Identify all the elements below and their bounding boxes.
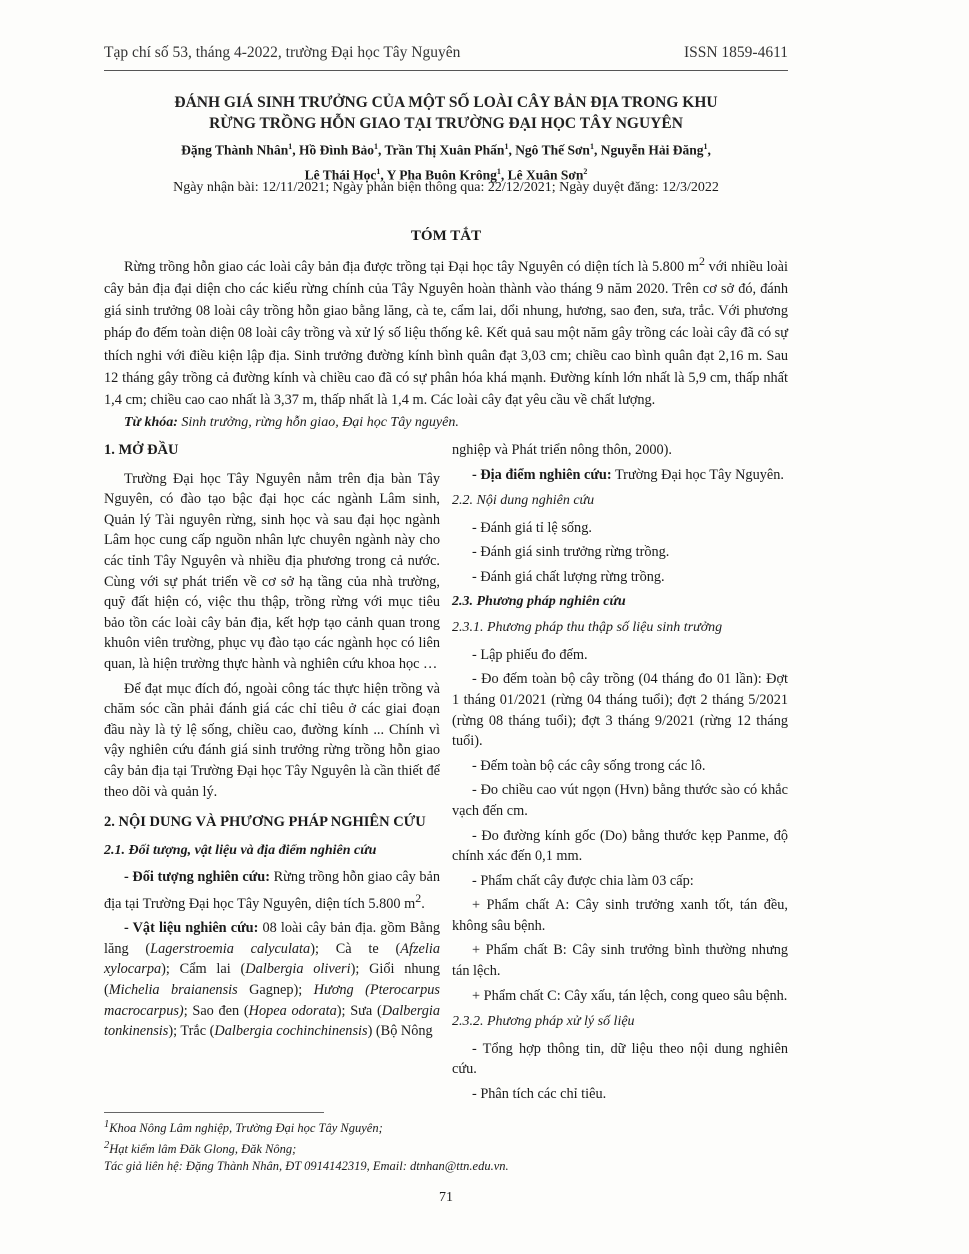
footnote: $^1$Khoa Nông Lâm nghiệp, Trường Đại học Tây Nguyên; [104,1119,383,1136]
author: Đặng Thành Nhân [181,142,289,158]
paragraph: - Đo chiều cao vút ngọn (Hvn) bằng thước sào có khắc vạch đến cm. [452,782,788,819]
keywords [124,415,788,431]
list-item: - Phẩm chất cây được chia làm 03 cấp: [472,872,694,889]
subsection-heading: 2.1. Đối tượng, vật liệu và địa điểm nghiên cứu [104,842,377,858]
keywords-label: Từ khóa: [124,415,178,430]
author-list: Đặng Thành Nhân$^1$, Hồ Đình Bảo$^1$, Trần Thị Xuân Phấn$^1$, Ngô Thế Sơn$^1$, Nguyễn Hải Đăng$^1$, Lê Thái Học$^1$, Y Pha Buôn Krông$^1$, Lê Xuân Sơn$^2$ [181,142,711,182]
paragraph: - Vật liệu nghiên cứu: 08 loài cây bản địa. gồm Bằng lăng (Lagerstroemia calyculata); Cà te (Afzelia xylocarpa); Cẩm lai (Dalbergia oliveri); Giổi nhung (Michelia braianensis Gagnep); Hương (Pterocarpus macrocarpus); Sao đen (Hopea odorata); Sưa (Dalbergia tonkinensis); Trắc (Dalbergia cochinchinensis) (Bộ Nông [104,920,440,1040]
paragraph: nghiệp và Phát triển nông thôn, 2000). [452,442,672,458]
paragraph: + Phẩm chất C: Cây xấu, tán lệch, cong queo sâu bệnh. [472,987,788,1004]
keywords-text: Sinh trưởng, rừng hỗn giao, Đại học Tây nguyên. [177,415,459,430]
footnote: Tác giả liên hệ: Đặng Thành Nhân, ĐT 0914142319, Email: dtnhan@ttn.edu.vn. [104,1159,509,1174]
page-number: 71 [439,1190,453,1205]
footnote-divider [104,1112,324,1113]
paragraph: Để đạt mục đích đó, ngoài công tác thực hiện trồng và chăm sóc cần phải đánh giá các chỉ tiêu ở các giai đoạn đầu này là tỷ lệ sống, chiều cao, đường kính ... Chính vì vậy nghiên cứu đánh giá sinh trưởng rừng trồng hỗn giao cây bản địa tại Trường Đại học Tây Nguyên là cần thiết để theo dõi và quản lý. [104,680,440,800]
footnote: $^2$Hạt kiểm lâm Đăk Glong, Đăk Nông; [104,1140,297,1157]
author: Lê Thái Học [304,167,377,182]
author: Lê Xuân Sơn [507,167,584,182]
paragraph: Trường Đại học Tây Nguyên nằm trên địa bàn Tây Nguyên, có đào tạo bậc đại học các ngành Lâm sinh, Quản lý Tài nguyên rừng, sinh học và sau đại học ngành Lâm học cung cấp nguồn nhân lực chuyên ngành này cho các tỉnh Tây Nguyên và nhiều địa phương trong cả nước. Cùng với sự phát triển về cơ sở hạ tầng của nhà trường, quỹ đất hiện có, việc thu thập, trồng rừng với mục tiêu bảo tồn các loài cây bản địa, kết hợp tạo cảnh quan trong khuôn viên trường, phục vụ đào tạo các ngành học có liên quan, là hiện trường thực hành và nghiên cứu khoa học … [104,470,440,672]
paragraph: - Đối tượng nghiên cứu: Rừng trồng hỗn giao cây bản địa tại Trường Đại học Tây Nguyên, diện tích 5.800 $m^2$. [104,869,441,912]
title-line-2: RỪNG TRỒNG HỖN GIAO TẠI TRƯỜNG ĐẠI HỌC TÂY NGUYÊN [209,115,683,132]
journal-info: Tạp chí số 53, tháng 4-2022, trường Đại học Tây Nguyên [104,44,461,61]
paragraph: + Phẩm chất A: Cây sinh trưởng xanh tốt, tán đều, không sâu bệnh. [452,897,788,934]
section-heading: 2. NỘI DUNG VÀ PHƯƠNG PHÁP NGHIÊN CỨU [104,814,426,831]
abstract-heading: TÓM TẮT [410,228,482,244]
list-item: - Phân tích các chỉ tiêu. [472,1086,607,1103]
list-item: - Đánh giá chất lượng rừng trồng. [472,568,665,585]
section-heading: 1. MỞ ĐẦU [104,442,179,458]
list-item: - Đánh giá tỉ lệ sống. [472,519,592,536]
paper-title [104,92,788,134]
list-item: - Đánh giá sinh trưởng rừng trồng. [472,544,670,561]
paragraph: - Địa điểm nghiên cứu: Trường Đại học Tây Nguyên. [472,466,784,483]
abstract-text: Rừng trồng hỗn giao các loài cây bản địa được trồng tại Đại học tây Nguyên có diện tích là 5.800 $m^2$ với nhiều loài cây bản địa đại diện cho các kiểu rừng chính của Tây Nguyên hoàn thành vào tháng 9 năm 2020. Trên cơ sở đó, đánh giá sinh trưởng 08 loài cây trồng hỗn giao bằng lăng, cà te, cẩm lai, dổi nhung, hương, sao đen, sưa, trắc. Với phương pháp đo đếm toàn diện 08 loài cây trồng và xử lý số liệu thống kê. Kết quả sau một năm gây trồng các loài cây đã có sự thích nghi với điều kiện lập địa. Sinh trưởng đường kính bình quân đạt 3,03 cm; chiều cao bình quân đạt 2,16 m. Sau 12 tháng gây trồng cả đường kính và chiều cao đã có sự phân hóa khá mạnh. Đường kính lớn nhất là 5,9 cm, thấp nhất 1,4 cm; chiều cao cao nhất là 3,37 m, thấp nhất là 1,4 m. Các loài cây đạt yêu cầu về chất lượng. [104,254,789,408]
issn: ISSN 1859-4611 [683,44,788,61]
subsection-heading: 2.3. Phương pháp nghiên cứu [452,593,626,609]
author: Ngô Thế Sơn [515,142,590,158]
running-header [104,44,788,62]
footnotes [104,1116,788,1175]
paragraph: - Đo đếm toàn bộ cây trồng (04 tháng đo 01 lần): Đợt 1 tháng 01/2021 (rừng 04 tháng tuổi); đợt 2 tháng 5/2021 (rừng 08 tháng tuổi); đợt 3 tháng 9/2021 (rừng 12 tháng tuổi). [452,671,788,750]
subsection-heading: 2.3.1. Phương pháp thu thập số liệu sinh trưởng [452,620,723,636]
author: Y Pha Buôn Krông [386,167,497,182]
paragraph: - Tổng hợp thông tin, dữ liệu theo nội dung nghiên cứu. [452,1040,788,1078]
author: Trần Thị Xuân Phấn [384,142,505,158]
right-column [452,440,788,1109]
header-divider [104,70,788,71]
paragraph: + Phẩm chất B: Cây sinh trưởng bình thường nhưng tán lệch. [452,942,788,980]
list-item: - Lập phiếu đo đếm. [472,646,588,663]
paragraph: - Đo đường kính gốc (Do) bằng thước kẹp Panme, độ chính xác đến 0,1 mm. [452,827,788,865]
author: Nguyễn Hải Đăng [600,142,704,158]
subsection-heading: 2.2. Nội dung nghiên cứu [452,493,595,509]
author: Hồ Đình Bảo [298,142,374,158]
list-item: - Đếm toàn bộ các cây sống trong các lô. [472,757,706,774]
title-line-1: ĐÁNH GIÁ SINH TRƯỞNG CỦA MỘT SỐ LOÀI CÂY BẢN ĐỊA TRONG KHU [174,94,718,111]
submission-dates: Ngày nhận bài: 12/11/2021; Ngày phản biện thông qua: 22/12/2021; Ngày duyệt đăng: 12/3/2022 [173,180,719,195]
subsection-heading: 2.3.2. Phương pháp xử lý số liệu [452,1014,635,1030]
left-column [104,440,440,1046]
